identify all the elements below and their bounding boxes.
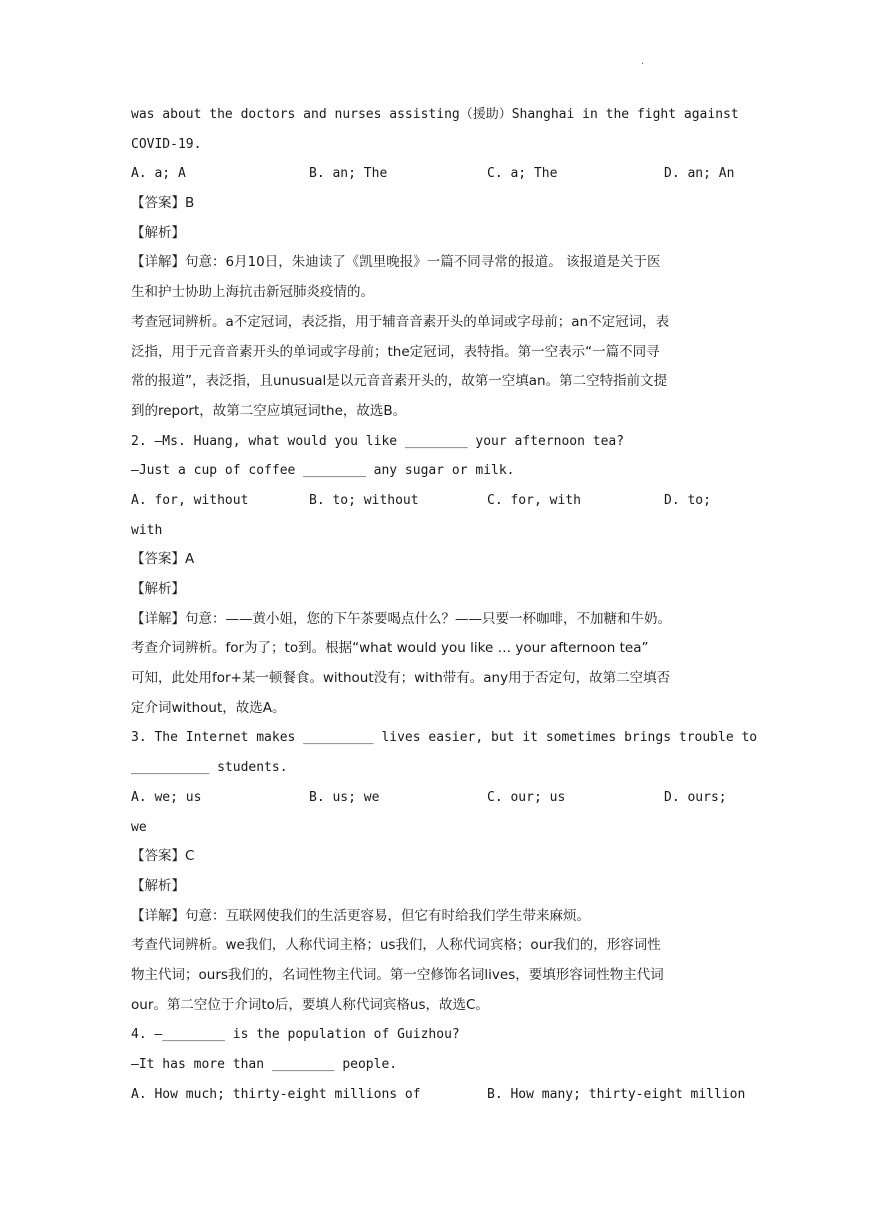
q2-option-wrap: with <box>131 522 163 538</box>
q1-detail-line: 生和护士协助上海抗击新冠肺炎疫情的。 <box>131 284 374 301</box>
q4-options <box>131 1080 746 1110</box>
q2-detail-line: 定介词without，故选A。 <box>131 699 286 716</box>
q3-stem-line: __________ students. <box>131 760 288 776</box>
q2-answer: 【答案】A <box>131 551 195 568</box>
q4-stem-line: 4. —________ is the population of Guizhou? <box>131 1027 460 1043</box>
q1-option-c: C. a; The <box>487 166 558 182</box>
q1-stem-line: COVID-19. <box>131 136 202 152</box>
q3-detail-line: 【详解】句意：互联网使我们的生活更容易，但它有时给我们学生带来麻烦。 <box>131 907 590 924</box>
q3-analysis-label: 【解析】 <box>131 877 185 894</box>
q1-options <box>131 159 737 189</box>
q2-stem-line: —Just a cup of coffee ________ any sugar or milk. <box>131 463 515 479</box>
q1-option-d: D. an; An <box>664 166 735 182</box>
page-content <box>131 100 758 1109</box>
q3-detail-line: our。第二空位于介词to后，要填人称代词宾格us，故选C。 <box>131 996 489 1013</box>
q3-option-c: C. our; us <box>487 789 566 805</box>
q3-answer: 【答案】C <box>131 848 195 865</box>
q2-detail-line: 考查介词辨析。for为了；to到。根据“what would you like … your afternoon tea” <box>131 640 649 657</box>
q1-detail-line: 泛指，用于元音音素开头的单词或字母前；the定冠词，表特指。第一空表示“一篇不同寻 <box>131 343 660 360</box>
q4-stem-line: —It has more than ________ people. <box>131 1057 398 1072</box>
q4-option-a: A. How much; thirty-eight millions of <box>131 1086 421 1102</box>
q1-detail-line: 考查冠词辨析。a不定冠词，表泛指，用于辅音音素开头的单词或字母前；an不定冠词，表 <box>131 313 670 330</box>
q1-detail-line: 常的报道”，表泛指，且unusual是以元音音素开头的，故第一空填an。第二空特指前文提 <box>131 373 668 390</box>
q4-option-b: B. How many; thirty-eight million <box>487 1086 746 1102</box>
q2-option-c: C. for, with <box>487 492 581 508</box>
q3-stem-line: 3. The Internet makes _________ lives easier, but it sometimes brings trouble to <box>131 730 758 746</box>
header-mark: . <box>641 56 645 67</box>
q1-analysis-label: 【解析】 <box>131 224 185 241</box>
q2-option-b: B. to; without <box>309 492 419 508</box>
q3-detail-line: 物主代词；ours我们的，名词性物主代词。第一空修饰名词lives，要填形容词性物主代词 <box>131 966 664 983</box>
q1-detail-line: 【详解】句意：6月10日，朱迪读了《凯里晚报》一篇不同寻常的报道。 该报道是关于医 <box>131 254 661 271</box>
q2-option-a: A. for, without <box>131 492 249 508</box>
q2-stem-line: 2. —Ms. Huang, what would you like ________ your afternoon tea? <box>131 433 625 449</box>
q1-answer: 【答案】B <box>131 195 195 212</box>
q1-detail-line: 到的report，故第二空应填冠词the，故选B。 <box>131 402 407 419</box>
q3-option-b: B. us; we <box>309 789 380 805</box>
q2-detail-line: 可知，此处用for+某一顿餐食。without没有；with带有。any用于否定句，故第二空填否 <box>131 670 671 687</box>
q3-option-wrap: we <box>131 819 147 835</box>
q2-detail-line: 【详解】句意：——黄小姐，您的下午茶要喝点什么？——只要一杯咖啡，不加糖和牛奶。 <box>131 610 671 627</box>
q3-detail-line: 考查代词辨析。we我们，人称代词主格；us我们，人称代词宾格；our我们的，形容词性 <box>131 937 661 954</box>
q2-options <box>131 486 737 516</box>
q1-option-b: B. an; The <box>309 166 388 182</box>
q1-option-a: A. a; A <box>131 166 186 182</box>
q3-option-d: D. ours; <box>664 789 727 805</box>
q1-stem-line: was about the doctors and nurses assisting（援助）Shanghai in the fight against <box>131 107 739 122</box>
q3-option-a: A. we; us <box>131 789 202 805</box>
q3-options <box>131 783 737 813</box>
q2-analysis-label: 【解析】 <box>131 581 185 597</box>
q2-option-d: D. to; <box>664 492 711 508</box>
